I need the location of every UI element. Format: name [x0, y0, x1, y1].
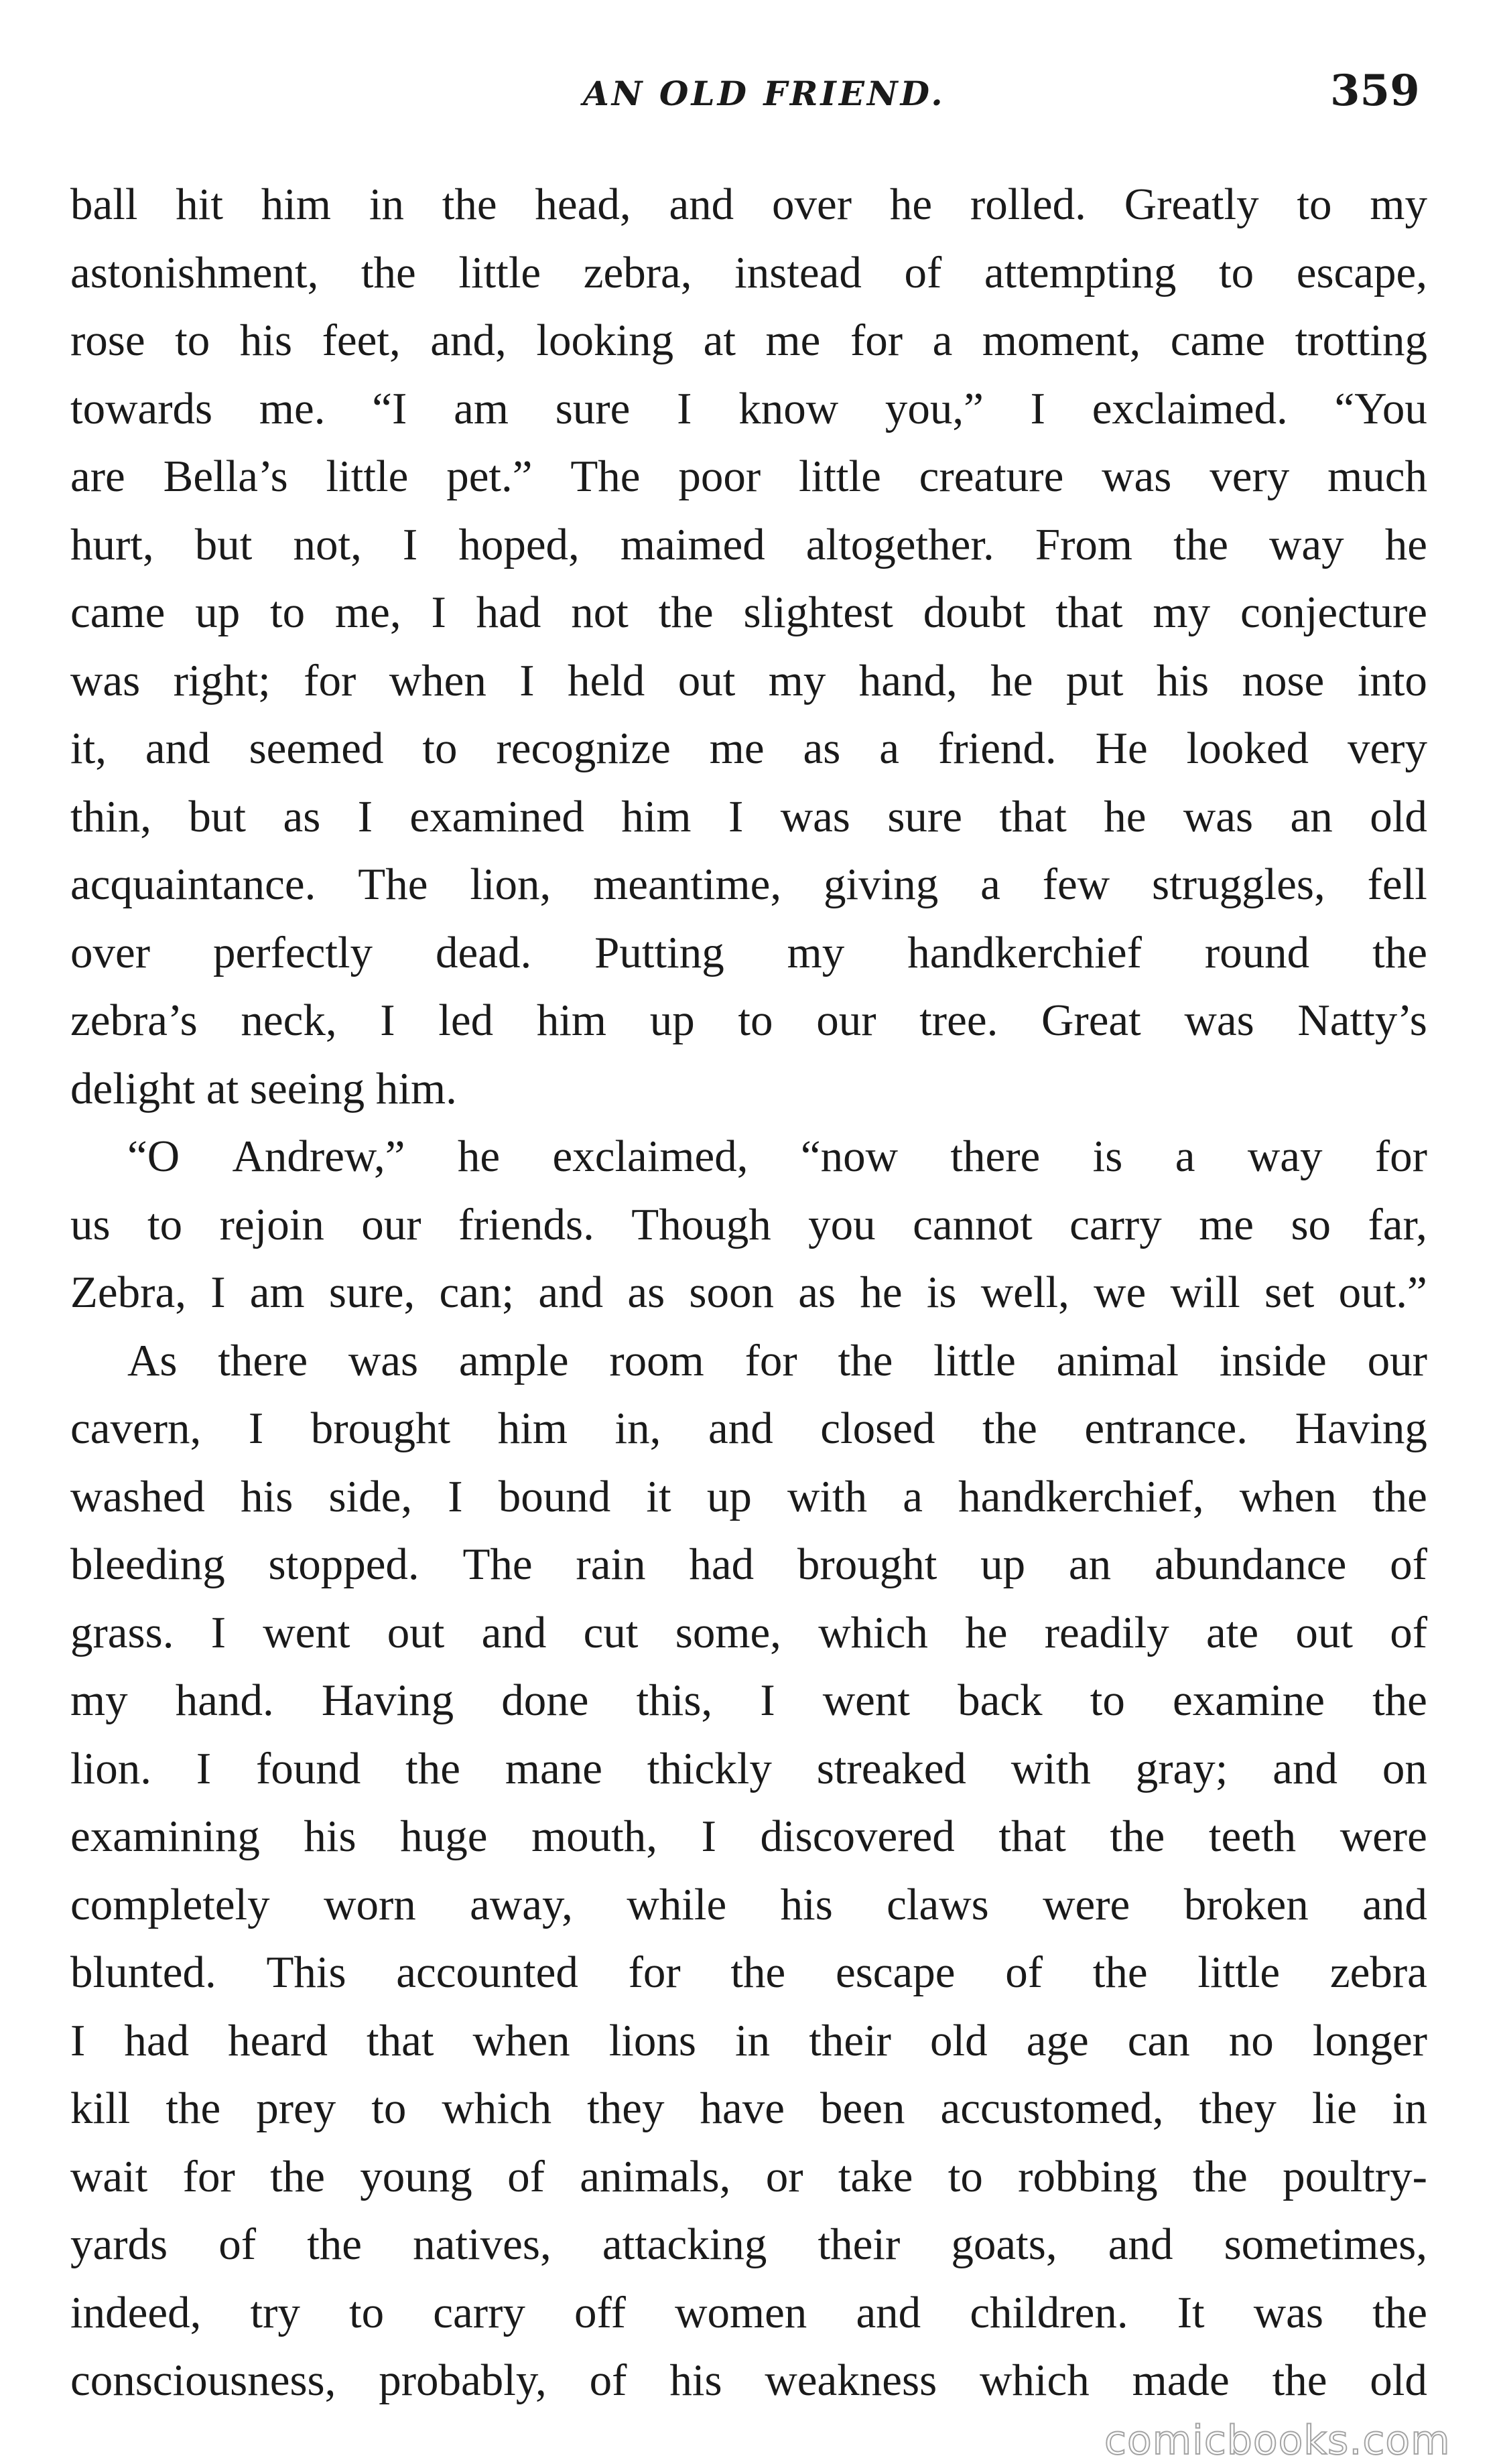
- text-line: towards me. “I am sure I know you,” I exclaimed. “You: [70, 383, 1427, 433]
- text-line: rose to his feet, and, looking at me for a moment, came trotting: [70, 316, 1427, 365]
- text-line: acquaintance. The lion, meantime, giving a few struggles, fell: [70, 860, 1427, 909]
- text-line: bleeding stopped. The rain had brought up an abundance of: [70, 1539, 1427, 1589]
- text-line: cavern, I brought him in, and closed the entrance. Having: [70, 1404, 1427, 1453]
- text-line: delight at seeing him.: [70, 1063, 457, 1113]
- text-line: are Bella’s little pet.” The poor little creature was very much: [70, 452, 1427, 501]
- text-line: over perfectly dead. Putting my handkerchief round the: [70, 927, 1427, 977]
- text-line: completely worn away, while his claws were broken and: [70, 1879, 1427, 1929]
- text-line: lion. I found the mane thickly streaked with gray; and on: [70, 1743, 1427, 1793]
- text-line: I had heard that when lions in their old age can no longer: [70, 2015, 1427, 2065]
- text-line: Zebra, I am sure, can; and as soon as he is well, we will set out.”: [70, 1268, 1427, 1317]
- text-line: blunted. This accounted for the escape of the little zebra: [70, 1947, 1427, 1997]
- text-line: thin, but as I examined him I was sure that he was an old: [70, 791, 1427, 841]
- text-line: washed his side, I bound it up with a handkerchief, when the: [70, 1471, 1427, 1521]
- text-line: “O Andrew,” he exclaimed, “now there is a way for: [127, 1132, 1427, 1181]
- body-text: [70, 171, 1427, 2415]
- text-line: kill the prey to which they have been accustomed, they lie in: [70, 2083, 1427, 2133]
- text-line: grass. I went out and cut some, which he readily ate out of: [70, 1607, 1427, 1657]
- text-line: us to rejoin our friends. Though you cannot carry me so far,: [70, 1199, 1427, 1249]
- text-line: examining his huge mouth, I discovered that the teeth were: [70, 1811, 1427, 1861]
- text-line: hurt, but not, I hoped, maimed altogether. From the way he: [70, 519, 1427, 569]
- text-line: ball hit him in the head, and over he rolled. Greatly to my: [70, 180, 1427, 229]
- page-number: 359: [1330, 66, 1420, 116]
- text-line: came up to me, I had not the slightest doubt that my conjecture: [70, 588, 1427, 637]
- text-line: wait for the young of animals, or take to robbing the poultry-: [70, 2151, 1427, 2201]
- text-line: astonishment, the little zebra, instead of attempting to escape,: [70, 247, 1427, 297]
- text-line: indeed, try to carry off women and children. It was the: [70, 2287, 1427, 2337]
- text-line: was right; for when I held out my hand, he put his nose into: [70, 655, 1427, 705]
- text-line: consciousness, probably, of his weakness which made the old: [70, 2355, 1427, 2405]
- text-line: zebra’s neck, I led him up to our tree. Great was Natty’s: [70, 996, 1427, 1045]
- running-title: AN OLD FRIEND.: [583, 74, 945, 113]
- text-line: my hand. Having done this, I went back to examine the: [70, 1675, 1427, 1725]
- watermark: comicbooks.com: [1104, 2417, 1451, 2464]
- text-line: yards of the natives, attacking their goats, and sometimes,: [70, 2219, 1427, 2269]
- text-line: it, and seemed to recognize me as a friend. He looked very: [70, 724, 1427, 773]
- text-line: As there was ample room for the little animal inside our: [127, 1335, 1427, 1385]
